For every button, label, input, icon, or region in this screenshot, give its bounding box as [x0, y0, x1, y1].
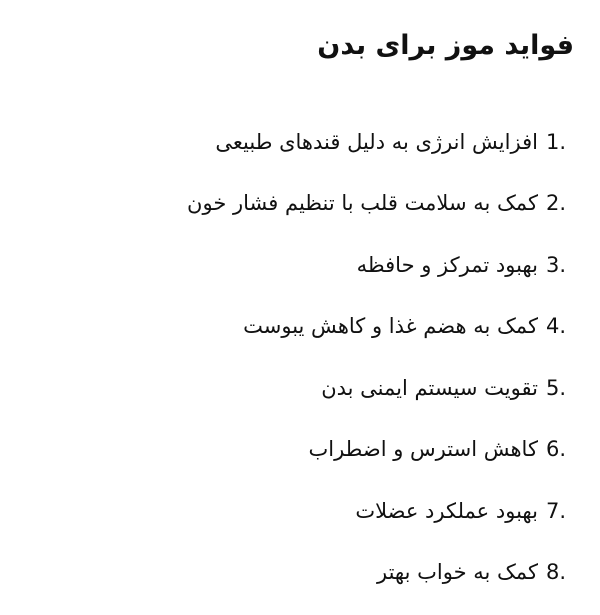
list-item-number: 6. [545, 437, 566, 462]
list-item [187, 173, 566, 235]
page-title: فواید موز برای بدن [317, 30, 574, 61]
list-item-text: کمک به خواب بهتر [377, 560, 538, 585]
list-item-text: تقویت سیستم ایمنی بدن [321, 375, 538, 400]
list-item-number: 2. [545, 191, 566, 216]
list-item-text: کاهش استرس و اضطراب [308, 437, 538, 462]
list-item-number: 5. [545, 375, 566, 400]
list-item-number: 7. [545, 498, 566, 523]
list-item-number: 1. [545, 129, 566, 154]
list-item [187, 480, 566, 542]
list-item-text: بهبود عملکرد عضلات [355, 498, 538, 523]
list-item-number: 4. [545, 314, 566, 339]
list-item-text: کمک به سلامت قلب با تنظیم فشار خون [187, 191, 538, 216]
benefits-list [187, 111, 566, 603]
list-item [187, 234, 566, 296]
list-item-number: 3. [545, 252, 566, 277]
list-item [187, 111, 566, 173]
list-item-text: کمک به هضم غذا و کاهش یبوست [243, 314, 538, 339]
list-item [187, 357, 566, 419]
list-item [187, 296, 566, 358]
list-item [187, 419, 566, 481]
list-item-text: افزایش انرژی به دلیل قندهای طبیعی [215, 129, 538, 154]
list-item [187, 542, 566, 604]
list-item-number: 8. [545, 560, 566, 585]
list-item-text: بهبود تمرکز و حافظه [356, 252, 538, 277]
